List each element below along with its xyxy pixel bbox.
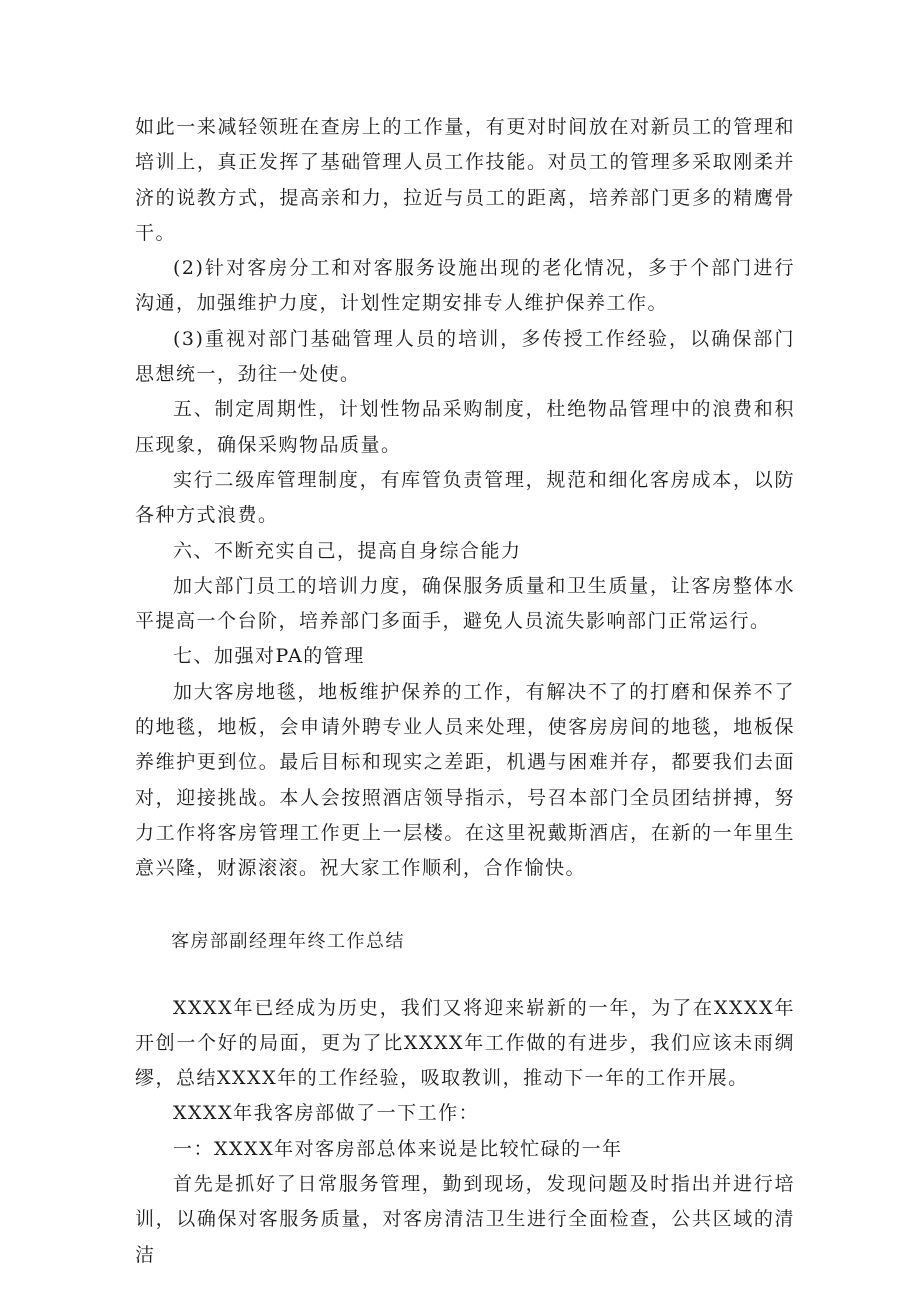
paragraph-daily-service: 首先是抓好了日常服务管理，勤到现场，发现问题及时指出并进行培训，以确保对客服务质量，对客房清洁卫生进行全面检查，公共区域的清洁: [135, 1173, 795, 1266]
paragraph-section-seven: 七、加强对PA的管理: [173, 645, 365, 668]
paragraph-training: 加大部门员工的培训力度，确保服务质量和卫生质量，让客房整体水平提高一个台阶，培养部门多面手，避免人员流失影响部门正常运行。: [135, 574, 795, 633]
paragraph-pa-management: 加大客房地毯，地板维护保养的工作，有解决不了的打磨和保养不了的地毯，地板，会申请外聘专业人员来处理，使客房房间的地毯，地板保养维护更到位。最后目标和现实之差距，机遇与困难并存，都要我们去面对，迎接挑战。本人会按照酒店领导指示，号召本部门全员团结拼搏，努力工作将客房管理工作更上一层楼。在这里祝戴斯酒店，在新的一年里生意兴隆，财源滚滚。祝大家工作顺利，合作愉快。: [135, 680, 795, 880]
spacer: [135, 957, 795, 991]
paragraph-item-2: (2)针对客房分工和对客服务设施出现的老化情况，多于个部门进行沟通，加强维护力度，计划性定期安排专人维护保养工作。: [135, 257, 795, 315]
paragraph-item-3: (3)重视对部门基础管理人员的培训，多传授工作经验，以确保部门思想统一，劲往一处使。: [135, 327, 795, 386]
paragraph-section-five: 五、制定周期性，计划性物品采购制度，杜绝物品管理中的浪费和积压现象，确保采购物品质量。: [135, 398, 795, 456]
paragraph-intro: XXXX年已经成为历史，我们又将迎来崭新的一年，为了在XXXX年开创一个好的局面，更为了比XXXX年工作做的有进步，我们应该未雨绸缪，总结XXXX年的工作经验，吸取教训，推动下一年的工作开展。: [135, 996, 795, 1090]
section-title: 客房部副经理年终工作总结: [171, 930, 405, 952]
paragraph-continued: 如此一来减轻领班在查房上的工作量，有更对时间放在对新员工的管理和培训上，真正发挥了基础管理人员工作技能。对员工的管理多采取刚柔并济的说教方式，提高亲和力，拉近与员工的距离，培养部门更多的精鹰骨干。: [135, 116, 795, 244]
paragraph-inventory: 实行二级库管理制度，有库管负责管理，规范和细化客房成本，以防各种方式浪费。: [135, 468, 795, 527]
document-body: [135, 110, 795, 1273]
paragraph-point-one: 一：XXXX年对客房部总体来说是比较忙碌的一年: [173, 1137, 623, 1160]
spacer: [135, 887, 795, 927]
paragraph-section-six: 六、不断充实自己，提高自身综合能力: [173, 539, 522, 562]
paragraph-work-list: XXXX年我客房部做了一下工作：: [173, 1102, 480, 1125]
